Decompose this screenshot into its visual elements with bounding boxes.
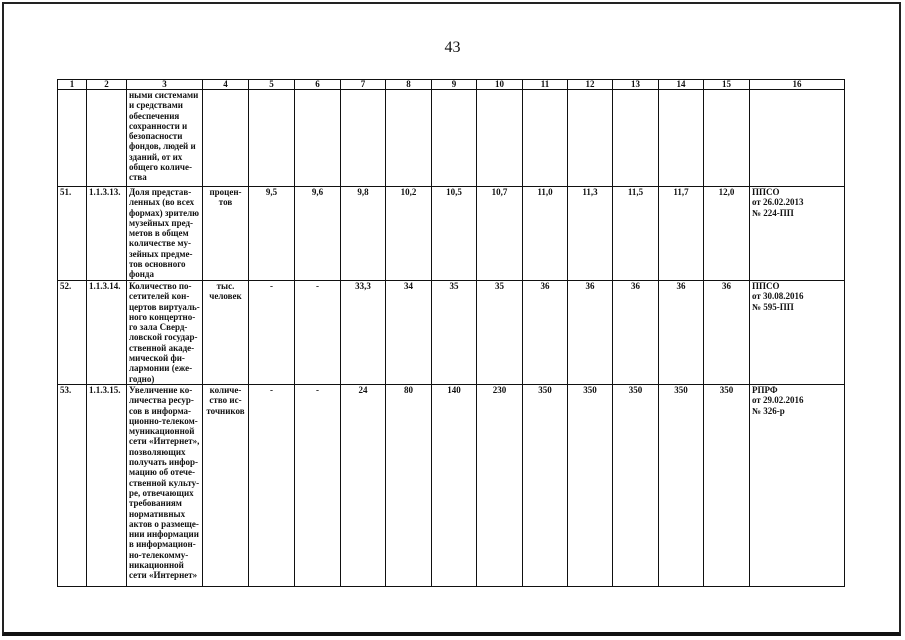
row-value [523, 90, 568, 187]
row-value [659, 90, 704, 187]
table-row [58, 385, 845, 587]
column-header: 6 [295, 80, 341, 90]
row-value: 36 [613, 281, 659, 385]
row-value [568, 90, 613, 187]
row-value: 230 [477, 385, 523, 587]
row-legal-reference: ППСО от 30.08.2016 № 595-ПП [750, 281, 845, 385]
row-value: 34 [386, 281, 432, 385]
row-number [58, 90, 87, 187]
row-value: 11,3 [568, 187, 613, 281]
row-code [87, 90, 127, 187]
row-value: 36 [659, 281, 704, 385]
row-value: 80 [386, 385, 432, 587]
column-header: 11 [523, 80, 568, 90]
row-unit: количе- ство ис- точников [203, 385, 249, 587]
row-value: 140 [432, 385, 477, 587]
column-header: 10 [477, 80, 523, 90]
row-value: 350 [613, 385, 659, 587]
row-value [386, 90, 432, 187]
row-value: 12,0 [704, 187, 750, 281]
row-legal-reference: РПРФ от 29.02.2016 № 326-р [750, 385, 845, 587]
row-value: 10,5 [432, 187, 477, 281]
row-number: 53. [58, 385, 87, 587]
row-unit: тыс. человек [203, 281, 249, 385]
row-value: 36 [568, 281, 613, 385]
row-unit [203, 90, 249, 187]
row-value [295, 90, 341, 187]
row-value [432, 90, 477, 187]
indicator-table [57, 79, 845, 587]
column-header: 3 [127, 80, 203, 90]
column-header: 14 [659, 80, 704, 90]
column-header: 12 [568, 80, 613, 90]
row-value: 10,2 [386, 187, 432, 281]
row-value: 9,5 [249, 187, 295, 281]
row-value: 35 [432, 281, 477, 385]
row-value: - [249, 385, 295, 587]
row-value: 36 [523, 281, 568, 385]
row-indicator-text: Количество по- сетителей кон- цертов виртуаль- ного концертно- го зала Сверд- ловской государ- ственной акаде- мической фи- лармонии (еже- годно) [127, 281, 203, 385]
row-value: - [295, 385, 341, 587]
row-value [249, 90, 295, 187]
row-number: 52. [58, 281, 87, 385]
row-legal-reference: ППСО от 26.02.2013 № 224-ПП [750, 187, 845, 281]
table-row [58, 187, 845, 281]
row-indicator-text: Увеличение ко- личества ресур- сов в информа- ционно-телеком- муникационной сети «Интернет», позволяющих получать инфор- мацию об отече- ственной культу- ре, отвечающих требованиям нормативных актов о размеще- нии информации в информацион- но-телекомму- никационной сети «Интернет» [127, 385, 203, 587]
column-header-row [58, 80, 845, 90]
table-row [58, 281, 845, 385]
row-value: 9,6 [295, 187, 341, 281]
row-value: 11,7 [659, 187, 704, 281]
row-number: 51. [58, 187, 87, 281]
row-legal-reference [750, 90, 845, 187]
column-header: 9 [432, 80, 477, 90]
row-value [704, 90, 750, 187]
row-value: 350 [568, 385, 613, 587]
row-value: 9,8 [341, 187, 386, 281]
row-value: 33,3 [341, 281, 386, 385]
row-unit: процен- тов [203, 187, 249, 281]
table-row [58, 90, 845, 187]
column-header: 15 [704, 80, 750, 90]
row-value: 11,5 [613, 187, 659, 281]
row-code: 1.1.3.13. [87, 187, 127, 281]
column-header: 1 [58, 80, 87, 90]
row-value: 35 [477, 281, 523, 385]
row-value: 350 [659, 385, 704, 587]
row-value: 10,7 [477, 187, 523, 281]
row-indicator-text: Доля представ- ленных (во всех формах) зрителю музейных пред- метов в общем количестве му- зейных предме- тов основного фонда [127, 187, 203, 281]
row-value: 350 [704, 385, 750, 587]
column-header: 16 [750, 80, 845, 90]
row-value: - [249, 281, 295, 385]
column-header: 8 [386, 80, 432, 90]
column-header: 2 [87, 80, 127, 90]
row-code: 1.1.3.14. [87, 281, 127, 385]
row-value: 36 [704, 281, 750, 385]
row-value: 11,0 [523, 187, 568, 281]
row-value [477, 90, 523, 187]
column-header: 4 [203, 80, 249, 90]
column-header: 5 [249, 80, 295, 90]
row-value: - [295, 281, 341, 385]
row-value [613, 90, 659, 187]
row-value: 350 [523, 385, 568, 587]
column-header: 13 [613, 80, 659, 90]
row-value [341, 90, 386, 187]
row-indicator-text: ными системами и средствами обеспечения сохранности и безопасности фондов, людей и зданий, от их общего количе- ства [127, 90, 203, 187]
row-code: 1.1.3.15. [87, 385, 127, 587]
column-header: 7 [341, 80, 386, 90]
row-value: 24 [341, 385, 386, 587]
page-number: 43 [444, 39, 461, 56]
